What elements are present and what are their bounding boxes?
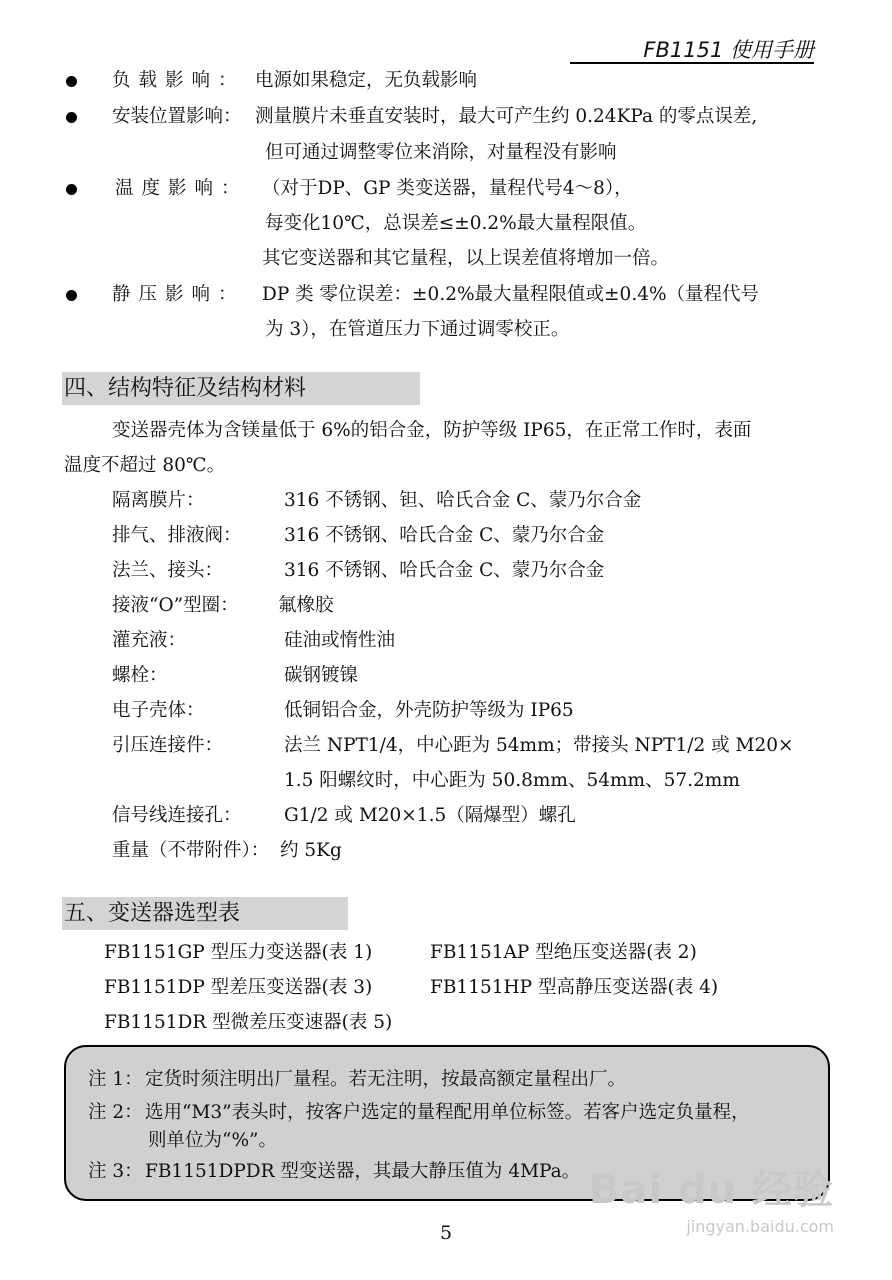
model-item: FB1151GP 型压力变送器(表 1): [104, 942, 373, 963]
material-value: 低铜铝合金，外壳防护等级为 IP65: [284, 700, 574, 721]
bullet-icon: [66, 112, 77, 123]
model-item: FB1151HP 型高静压变送器(表 4): [430, 977, 719, 998]
paragraph-line: 变送器壳体为含镁量低于 6%的铝合金，防护等级 IP65，在正常工作时，表面: [112, 420, 752, 441]
material-label: 螺栓：: [112, 665, 168, 686]
material-label: 接液“O”型圈：: [112, 595, 239, 616]
note-text: FB1151DPDR 型变送器，其最大静压值为 4MPa。: [145, 1161, 581, 1182]
effect-text: （对于DP、GP 类变送器，量程代号4～8），: [262, 178, 633, 199]
note-text: 则单位为“%”。: [148, 1130, 277, 1151]
section-heading: 四、结构特征及结构材料: [62, 372, 420, 405]
material-value: 316 不锈钢、钽、哈氏合金 C、蒙乃尔合金: [284, 490, 642, 511]
material-label: 重量（不带附件）：: [112, 840, 270, 861]
material-value: 氟橡胶: [278, 595, 334, 616]
note-label: 注 1：: [88, 1069, 143, 1090]
effect-text: DP 类 零位误差：±0.2%最大量程限值或±0.4%（量程代号: [262, 284, 760, 305]
material-label: 灌充液：: [112, 630, 187, 651]
page-header-title: FB1151 使用手册: [643, 38, 814, 62]
bullet-icon: [66, 290, 77, 301]
effect-text: 每变化10℃，总误差≤±0.2%最大量程限值。: [265, 213, 647, 234]
material-value: 316 不锈钢、哈氏合金 C、蒙乃尔合金: [284, 525, 605, 546]
material-value: 1.5 阳螺纹时，中心距为 50.8mm、54mm、57.2mm: [284, 770, 740, 791]
material-label: 信号线连接孔：: [112, 805, 242, 826]
note-label: 注 2：: [88, 1102, 143, 1123]
effect-text: 电源如果稳定，无负载影响: [255, 70, 478, 91]
model-item: FB1151DR 型微差压变速器(表 5): [104, 1012, 393, 1033]
material-value: 约 5Kg: [280, 840, 342, 861]
model-item: FB1151AP 型绝压变送器(表 2): [430, 942, 697, 963]
material-value: 硅油或惰性油: [284, 630, 396, 651]
material-label: 法兰、接头：: [112, 560, 224, 581]
effect-text: 但可通过调整零位来消除，对量程没有影响: [265, 142, 617, 163]
material-label: 电子壳体：: [112, 700, 205, 721]
material-label: 排气、排液阀：: [112, 525, 242, 546]
material-value: 碳钢镀镍: [284, 665, 359, 686]
effect-text: 为 3），在管道压力下通过调零校正。: [265, 319, 570, 340]
watermark-logo: Bai du 经验: [588, 1167, 834, 1213]
material-value: G1/2 或 M20×1.5（隔爆型）螺孔: [284, 805, 576, 826]
model-item: FB1151DP 型差压变送器(表 3): [104, 977, 373, 998]
paragraph-line: 温度不超过 80℃。: [64, 455, 226, 476]
page-number: 5: [439, 1222, 453, 1244]
note-text: 定货时须注明出厂量程。若无注明，按最高额定量程出厂。: [145, 1069, 627, 1090]
header-rule: [570, 62, 814, 64]
effect-text: 测量膜片未垂直安装时，最大可产生约 0.24KPa 的零点误差,: [255, 106, 758, 127]
section-heading: 五、变送器选型表: [62, 897, 348, 930]
effect-text: 其它变送器和其它量程，以上误差值将增加一倍。: [262, 248, 670, 269]
material-value: 法兰 NPT1/4，中心距为 54mm；带接头 NPT1/2 或 M20×: [284, 735, 794, 756]
effect-label: 温度影响：: [115, 178, 248, 199]
note-label: 注 3：: [88, 1161, 143, 1182]
bullet-icon: [66, 76, 77, 87]
effect-label: 静压影响：: [112, 284, 245, 305]
effect-label: 负载影响：: [112, 70, 245, 91]
material-label: 隔离膜片：: [112, 490, 205, 511]
effect-label: 安装位置影响：: [112, 106, 242, 127]
material-value: 316 不锈钢、哈氏合金 C、蒙乃尔合金: [284, 560, 605, 581]
bullet-icon: [66, 184, 77, 195]
watermark-url: jingyan.baidu.com: [686, 1217, 834, 1236]
material-label: 引压连接件：: [112, 735, 224, 756]
note-text: 选用“M3”表头时，按客户选定的量程配用单位标签。若客户选定负量程，: [145, 1102, 750, 1123]
